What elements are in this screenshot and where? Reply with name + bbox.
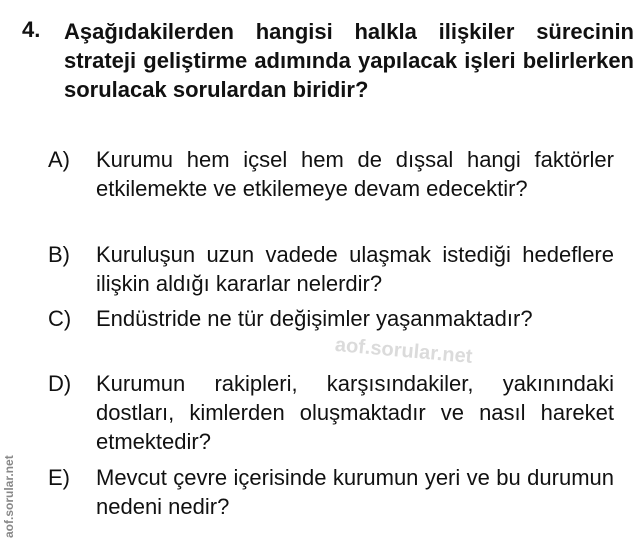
- option-text: Kuruluşun uzun vadede ulaşmak istediği hedeflere ilişkin aldığı kararlar nelerdir?: [96, 242, 614, 296]
- watermark-center: aof.sorular.net: [334, 334, 474, 368]
- option-letter: E): [48, 465, 70, 490]
- option-letter: D): [48, 371, 72, 396]
- option-letter: A): [48, 147, 70, 172]
- option-text: Mevcut çevre içerisinde kurumun yeri ve bu durumun nedeni nedir?: [96, 465, 614, 519]
- watermark-side: aof.sorular.net: [2, 455, 16, 538]
- question-number: 4.: [22, 17, 41, 42]
- option-text: Endüstride ne tür değişimler yaşanmaktadır?: [96, 306, 533, 331]
- question-stem: Aşağıdakilerden hangisi halkla ilişkiler sürecinin strateji geliştirme adımında yapılacak işleri belirlerken sorulacak sorulardan biridir?: [64, 19, 634, 102]
- option-text: Kurumun rakipleri, karşısındakiler, yakınındaki dostları, kimlerden oluşmaktadır ve nasıl hareket etmektedir?: [96, 371, 614, 454]
- option-text: Kurumu hem içsel hem de dışsal hangi faktörler etkilemekte ve etkilemeye devam edecektir?: [96, 147, 614, 201]
- option-letter: B): [48, 242, 70, 267]
- option-letter: C): [48, 306, 72, 331]
